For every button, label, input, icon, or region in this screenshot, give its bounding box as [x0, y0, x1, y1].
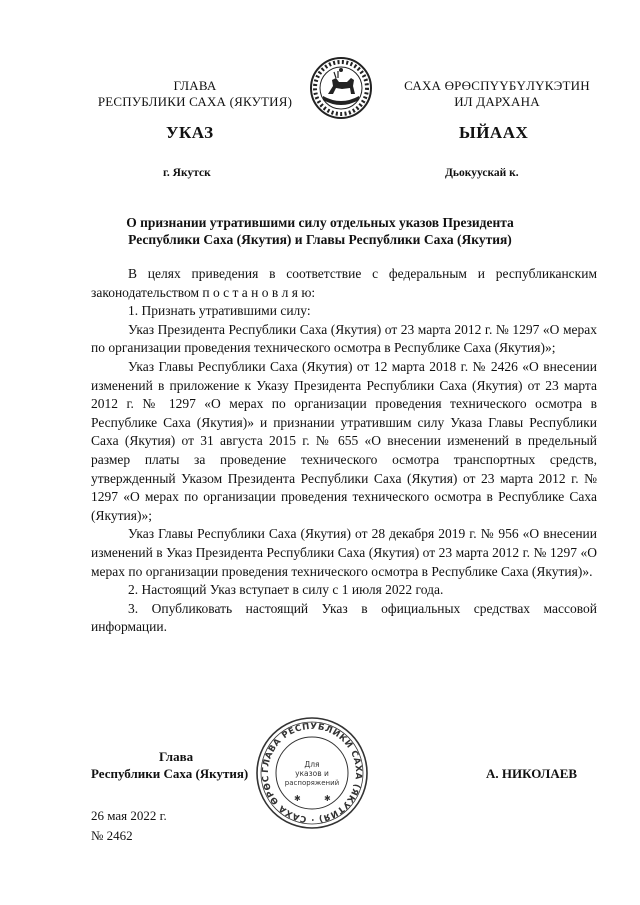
- header-right-line2: ИЛ ДАРХАНА: [454, 94, 540, 109]
- paragraph-item-2: 2. Настоящий Указ вступает в силу с 1 июля 2022 года.: [128, 582, 444, 598]
- seal-center-line3: распоряжений: [284, 779, 340, 787]
- header-right-line1: САХА ӨРӨСПҮҮБҮЛҮКЭТИН: [404, 78, 590, 93]
- paragraph-preamble: В целях приведения в соответствие с федеральным и республиканским законодательством п о с т а н о в л я ю:: [91, 266, 597, 300]
- header-right: [372, 78, 622, 110]
- city-left: г. Якутск: [163, 167, 211, 179]
- document-title: [60, 214, 580, 248]
- paragraph-decree-956: Указ Главы Республики Саха (Якутия) от 28 декабря 2019 г. № 956 «О внесении изменений в Указ Президента Республики Саха (Якутия) от 23 марта 2012 г. № 1297 «О мерах по организации проведения технического осмотра в Республике Саха (Якутия)».: [91, 526, 597, 579]
- signature-name: А. НИКОЛАЕВ: [486, 766, 578, 781]
- signature-role-line2: Республики Саха (Якутия): [91, 766, 249, 781]
- document-body: [91, 265, 597, 637]
- seal-star-icon: ✱: [294, 794, 301, 803]
- signature-role-line1: Глава: [159, 749, 194, 764]
- paragraph-item-3: 3. Опубликовать настоящий Указ в официальных средствах массовой информации.: [91, 600, 597, 635]
- seal-center-line1: Для: [304, 760, 320, 769]
- paragraph-decree-2426: Указ Главы Республики Саха (Якутия) от 12 марта 2018 г. № 2426 «О внесении изменений в приложение к Указу Президента Республики Саха (Якутия) от 23 марта 2012 г. № 1297 «О мерах по организации проведения технического осмотра в Республике Саха (Якутия)» и признании утратившим силу Указа Главы Республики Саха (Якутия) от 31 августа 2015 г. № 655 «О внесении изменений в предельный размер платы за проведение технического осмотра транспортных средств, утвержденный Указом Президента Республики Саха (Якутия) от 23 марта 2012 г. № 1297 «О мерах по организации проведения технического осмотра в Республике Саха (Якутия)»;: [91, 358, 597, 523]
- header-left-line1: ГЛАВА: [173, 78, 217, 93]
- title-yiyaakh: ЫЙААХ: [459, 123, 529, 142]
- seal-center-line2: указов и: [295, 769, 329, 778]
- document-number: № 2462: [91, 828, 133, 843]
- document-title-line2: Республики Саха (Якутия) и Главы Республики Саха (Якутия): [128, 232, 512, 247]
- header-left: [80, 78, 310, 110]
- seal-ring-text: ГЛАВА РЕСПУБЛИКИ САХА (ЯКУТИЯ) · САХА ӨРӨС: [260, 721, 364, 825]
- document-footer: [91, 806, 167, 846]
- coat-of-arms-icon: [309, 56, 373, 120]
- paragraph-decree-1297: Указ Президента Республики Саха (Якутия) от 23 марта 2012 г. № 1297 «О мерах по организации проведения технического осмотра в Республике Саха (Якутия)»;: [91, 321, 597, 356]
- header-left-line2: РЕСПУБЛИКИ САХА (ЯКУТИЯ): [97, 94, 293, 109]
- document-title-line1: О признании утратившими силу отдельных указов Президента: [126, 215, 514, 230]
- seal-star-icon: ✱: [324, 794, 331, 803]
- official-seal: [254, 715, 370, 831]
- document-date: 26 мая 2022 г.: [91, 808, 167, 823]
- paragraph-item-1: 1. Признать утратившими силу:: [128, 303, 311, 319]
- city-right: Дьокуускай к.: [445, 167, 519, 179]
- title-ukaz: УКАЗ: [166, 123, 214, 142]
